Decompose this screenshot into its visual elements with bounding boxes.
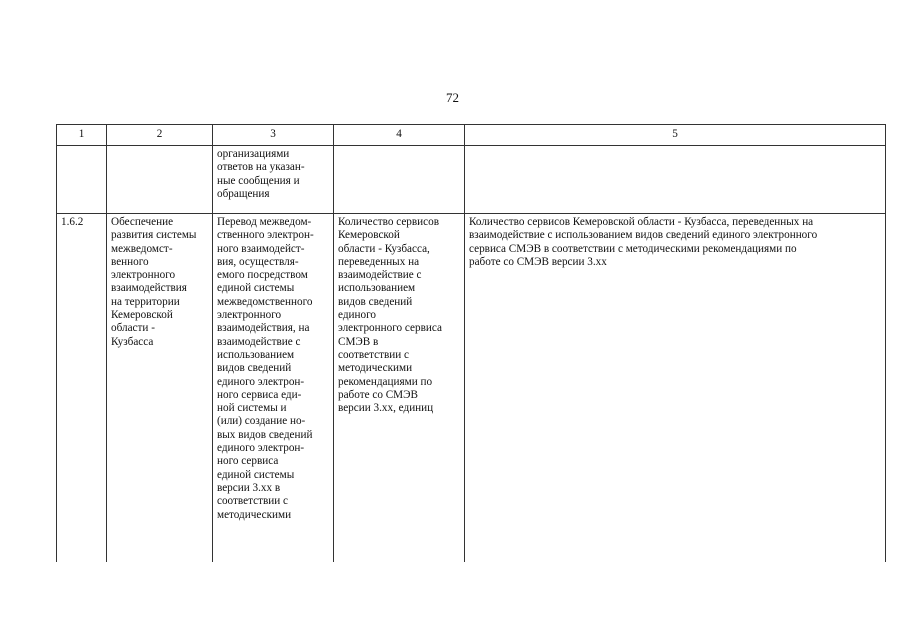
column-header-5: 5 (465, 125, 886, 146)
task-cell (107, 146, 213, 214)
task-cell: Обеспечение развития системы межведомст- венного электронного взаимодействия на территории Кемеровской области - Кузбасса (107, 214, 213, 563)
indicator-cell: Количество сервисов Кемеровской области - Кузбасса, переведенных на взаимодействие с использованием видов сведений единого электронного сервиса СМЭВ в соответствии с методическими рекомендациями по работе со СМЭВ версии 3.хх, единиц (334, 214, 465, 563)
column-header-1: 1 (57, 125, 107, 146)
table-header-row (57, 125, 886, 146)
table-row (57, 214, 886, 563)
activity-cell: Перевод межведом- ственного электрон- ного взаимодейст- вия, осуществля- емого посредством единой системы межведомственного электронного взаимодействия, на взаимодействие с использованием видов сведений единого электрон- ного сервиса еди- ной системы и (или) создание но- вых видов сведений единого электрон- ного сервиса единой системы версии 3.хх в соответствии с методическими (213, 214, 334, 563)
column-header-3: 3 (213, 125, 334, 146)
method-cell (465, 146, 886, 214)
row-number-cell: 1.6.2 (57, 214, 107, 563)
column-header-2: 2 (107, 125, 213, 146)
column-header-4: 4 (334, 125, 465, 146)
indicator-table (56, 124, 886, 562)
activity-cell: организациями ответов на указан- ные сообщения и обращения (213, 146, 334, 214)
row-number-cell (57, 146, 107, 214)
table-row (57, 146, 886, 214)
indicator-cell (334, 146, 465, 214)
method-cell: Количество сервисов Кемеровской области - Кузбасса, переведенных на взаимодействие с использованием видов сведений единого электронного сервиса СМЭВ в соответствии с методическими рекомендациями по работе со СМЭВ версии 3.хх (465, 214, 886, 563)
page-number: 72 (446, 90, 459, 105)
